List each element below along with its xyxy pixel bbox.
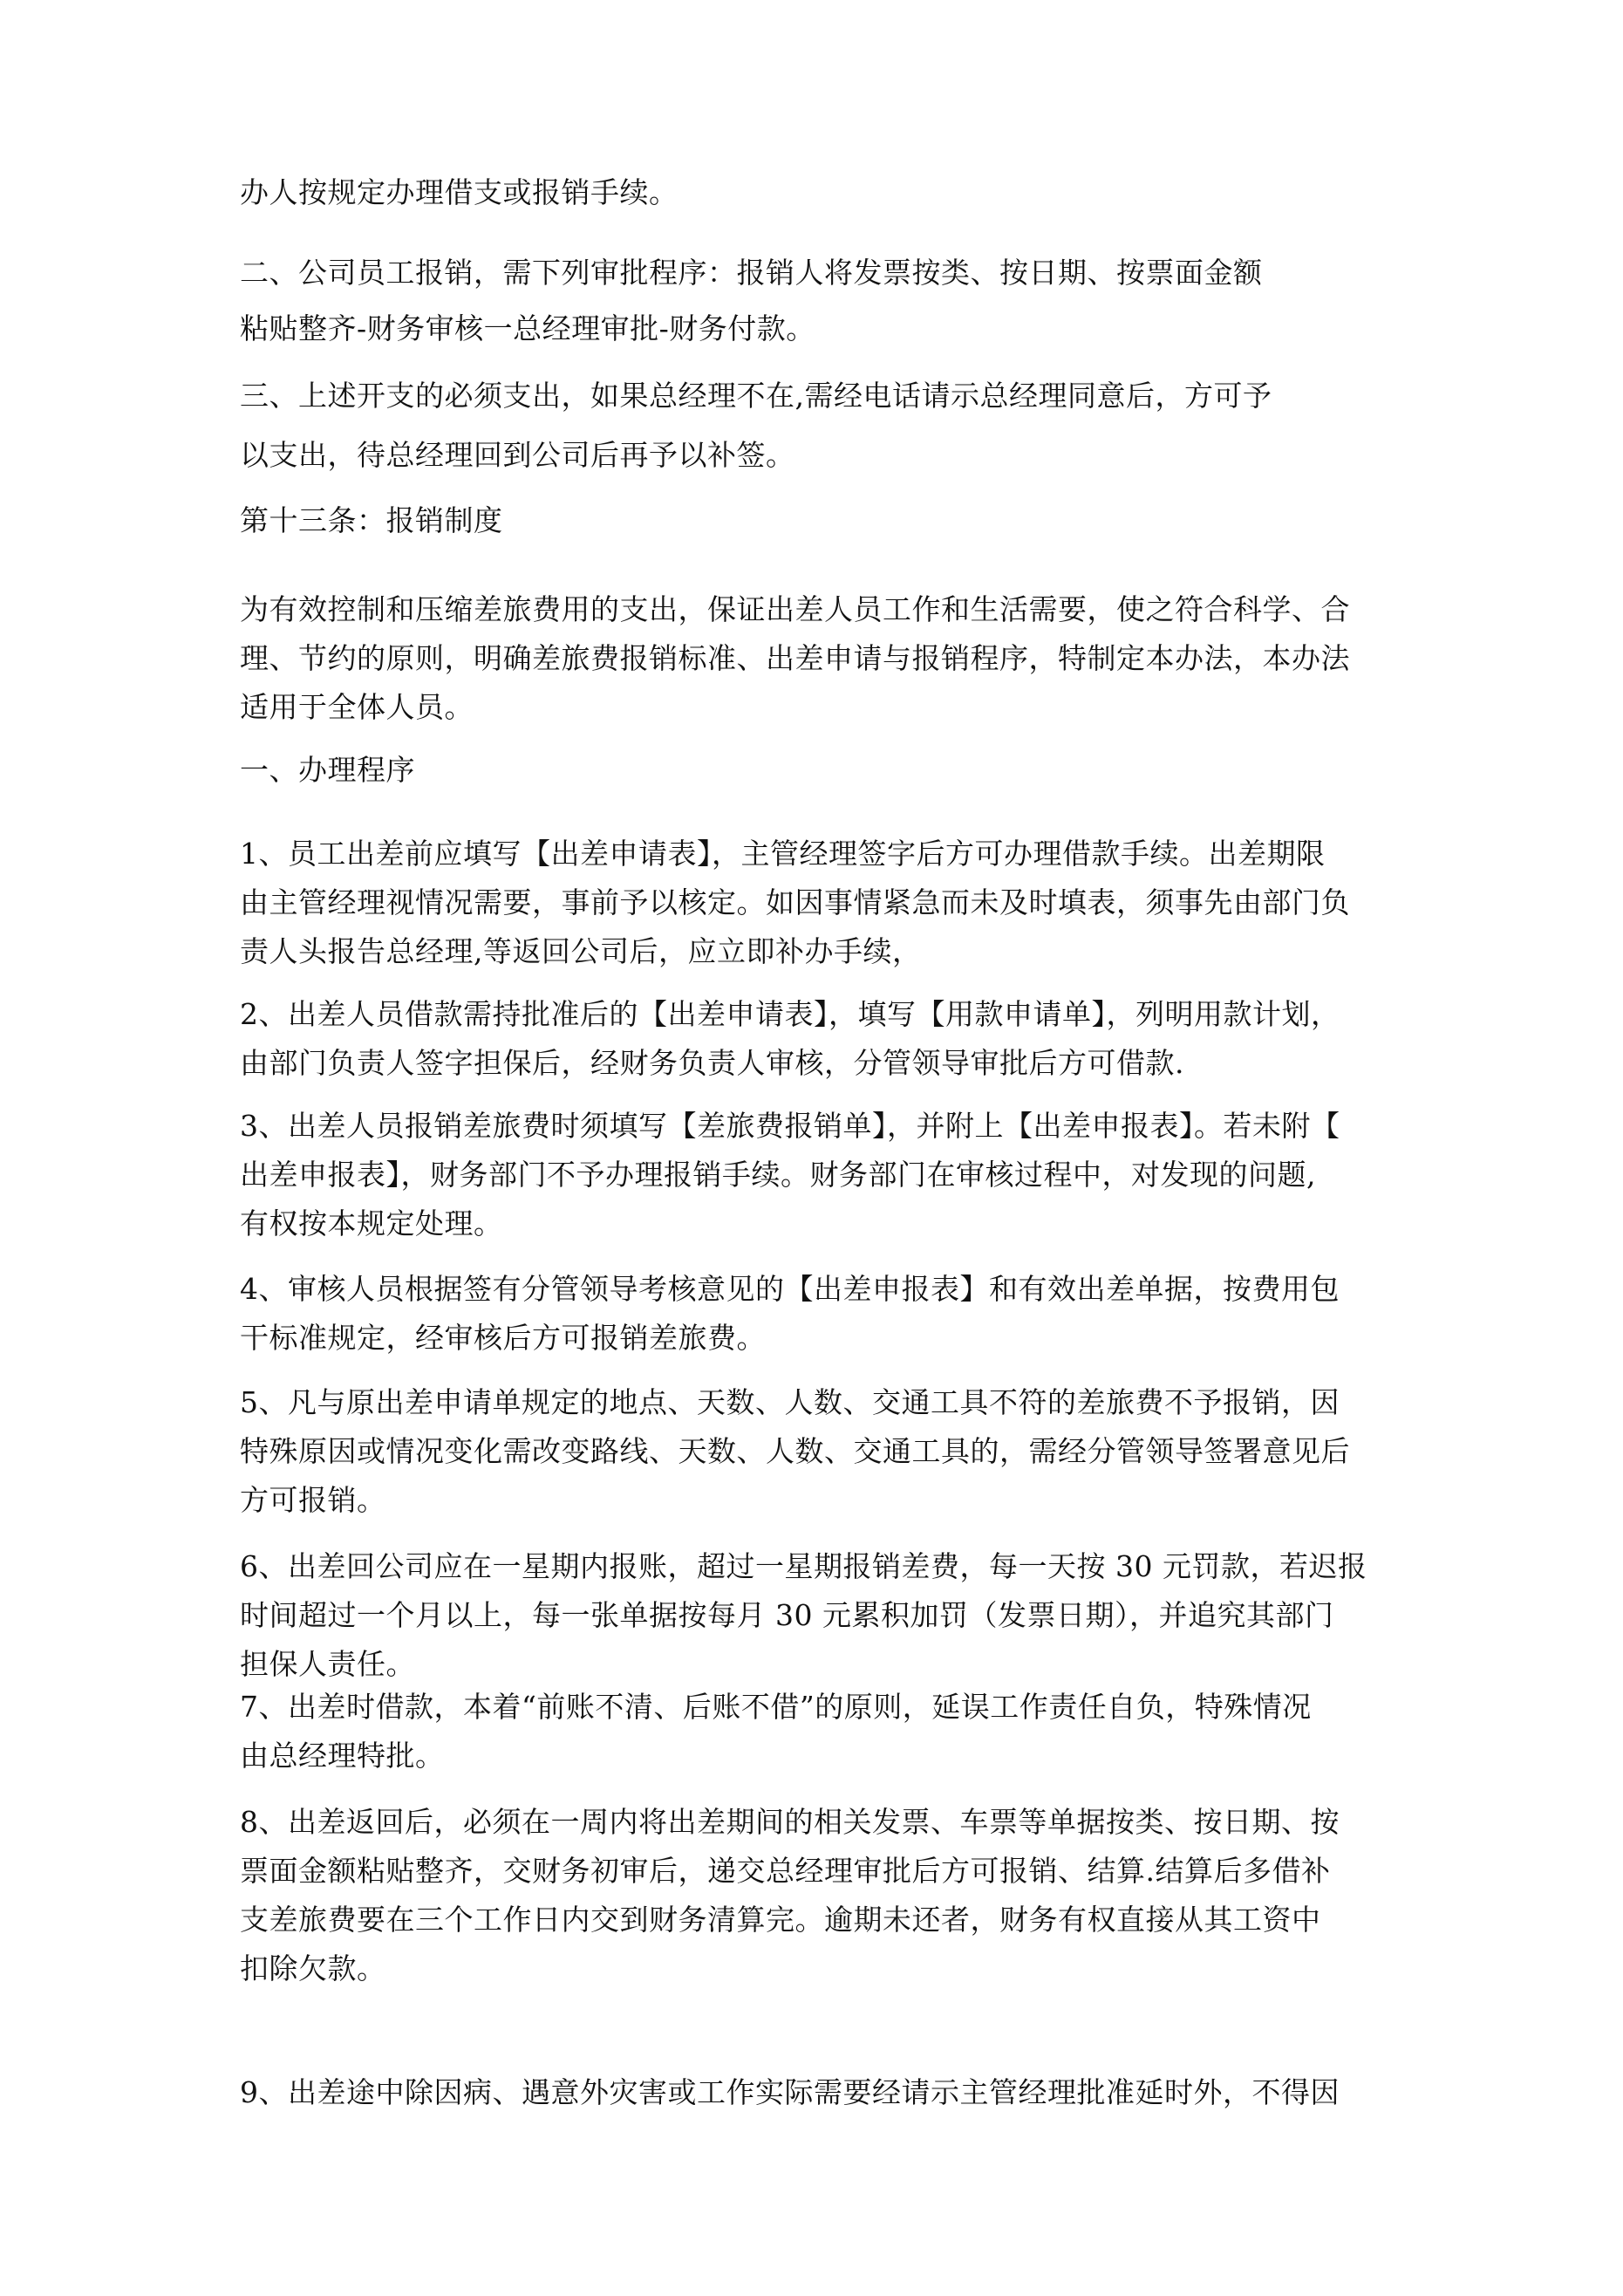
intro-line: 理、节约的原则，明确差旅费报销标准、出差申请与报销程序，特制定本办法，本办法	[240, 641, 1350, 675]
item-line: 5、凡与原出差申请单规定的地点、天数、人数、交通工具不符的差旅费不予报销，因	[240, 1385, 1340, 1419]
item-line: 扣除欠款。	[240, 1951, 386, 1985]
item-line: 干标准规定，经审核后方可报销差旅费。	[240, 1321, 766, 1355]
item-line: 7、出差时借款，本着“前账不清、后账不借”的原则，延误工作责任自负，特殊情况	[240, 1690, 1312, 1724]
item-line: 担保人责任。	[240, 1647, 415, 1681]
item-line: 8、出差返回后，必须在一周内将出差期间的相关发票、车票等单据按类、按日期、按	[240, 1805, 1340, 1839]
item-line: 责人头报告总经理,等返回公司后，应立即补办手续，	[240, 934, 922, 968]
intro-line: 适用于全体人员。	[240, 690, 474, 724]
item-paragraph-5	[240, 1378, 1400, 1525]
item-line: 特殊原因或情况变化需改变路线、天数、人数、交通工具的，需经分管领导签署意见后	[240, 1434, 1350, 1468]
text-line-3: 粘贴整齐-财务审核一总经理审批-财务付款。	[240, 311, 815, 345]
item-line: 时间超过一个月以上，每一张单据按每月 30 元累积加罚（发票日期），并追究其部门	[240, 1598, 1334, 1632]
item-line: 由总经理特批。	[240, 1739, 445, 1773]
text-line-4: 三、上述开支的必须支出，如果总经理不在,需经电话请示总经理同意后，方可予	[240, 379, 1272, 413]
item-paragraph-3	[240, 1102, 1400, 1248]
item-line: 由主管经理视情况需要，事前予以核定。如因事情紧急而未及时填表，须事先由部门负	[240, 885, 1350, 919]
section-heading: 一、办理程序	[240, 753, 415, 787]
item-line: 由部门负责人签字担保后，经财务负责人审核，分管领导审批后方可借款.	[240, 1046, 1184, 1080]
item-line: 票面金额粘贴整齐，交财务初审后，递交总经理审批后方可报销、结算.结算后多借补	[240, 1854, 1331, 1888]
item-paragraph-1	[240, 830, 1400, 976]
item-line: 1、员工出差前应填写【出差申请表】，主管经理签字后方可办理借款手续。出差期限	[240, 837, 1326, 871]
item-paragraph-9	[240, 2068, 1400, 2117]
item-paragraph-7	[240, 1683, 1400, 1780]
intro-line: 为有效控制和压缩差旅费用的支出，保证出差人员工作和生活需要，使之符合科学、合	[240, 592, 1350, 626]
item-line: 3、出差人员报销差旅费时须填写【差旅费报销单】，并附上【出差申报表】。若未附【	[240, 1109, 1340, 1143]
article-heading: 第十三条：报销制度	[240, 503, 503, 537]
item-line: 支差旅费要在三个工作日内交到财务清算完。逾期未还者，财务有权直接从其工资中	[240, 1903, 1321, 1937]
text-line-2: 二、公司员工报销，需下列审批程序：报销人将发票按类、按日期、按票面金额	[240, 256, 1263, 290]
item-paragraph-4	[240, 1265, 1400, 1363]
item-line: 4、审核人员根据签有分管领导考核意见的【出差申报表】和有效出差单据，按费用包	[240, 1272, 1340, 1306]
text-line-5: 以支出，待总经理回到公司后再予以补签。	[240, 438, 795, 472]
item-paragraph-2	[240, 990, 1400, 1088]
intro-paragraph	[240, 585, 1400, 732]
item-paragraph-6	[240, 1542, 1400, 1689]
item-line: 6、出差回公司应在一星期内报账，超过一星期报销差费，每一天按 30 元罚款，若迟报	[240, 1549, 1367, 1583]
item-line: 2、出差人员借款需持批准后的【出差申请表】，填写【用款申请单】，列明用款计划，	[240, 997, 1340, 1031]
item-line: 出差申报表】，财务部门不予办理报销手续。财务部门在审核过程中，对发现的问题,	[240, 1158, 1316, 1192]
item-line: 方可报销。	[240, 1483, 386, 1517]
item-paragraph-8	[240, 1798, 1400, 1993]
item-line: 9、出差途中除因病、遇意外灾害或工作实际需要经请示主管经理批准延时外，不得因	[240, 2075, 1340, 2109]
item-line: 有权按本规定处理。	[240, 1206, 503, 1240]
text-line-1: 办人按规定办理借支或报销手续。	[240, 175, 679, 209]
